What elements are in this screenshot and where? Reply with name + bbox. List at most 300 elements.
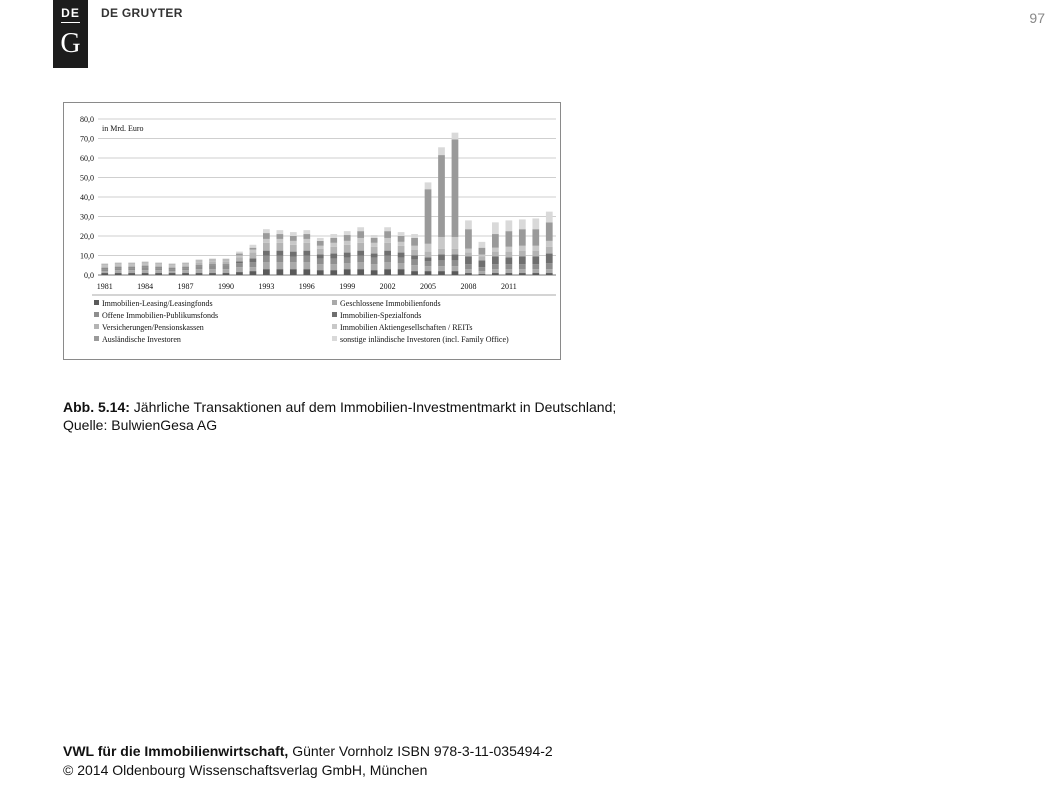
bar-segment <box>209 258 216 259</box>
caption-source: Quelle: BulwienGesa AG <box>63 417 218 433</box>
legend-label: Offene Immobilien-Publikumsfonds <box>102 311 219 320</box>
bar-segment <box>303 243 310 251</box>
bar-segment <box>546 273 553 275</box>
bar-segment <box>115 263 122 264</box>
bar-segment <box>250 267 257 271</box>
bar-segment <box>209 273 216 275</box>
bar-segment <box>344 235 351 241</box>
bar-segment <box>196 262 203 265</box>
bar-segment <box>344 231 351 235</box>
bar-segment <box>317 255 324 259</box>
bar-segment <box>452 237 459 249</box>
bar-segment <box>479 248 486 255</box>
bar-segment <box>532 256 539 264</box>
stacked-bar-chart <box>64 103 560 359</box>
y-tick-label: 70,0 <box>80 134 94 144</box>
bar-segment <box>505 252 512 258</box>
bar-segment <box>196 259 203 260</box>
bar-segment <box>303 269 310 275</box>
bar-segment <box>182 267 189 268</box>
bar-segment <box>371 247 378 254</box>
bar-segment <box>317 258 324 264</box>
bar-segment <box>479 267 486 271</box>
bar-segment <box>182 268 189 270</box>
bar-segment <box>223 264 230 265</box>
bar-segment <box>492 273 499 275</box>
bar-segment <box>398 232 405 236</box>
bar-segment <box>438 237 445 249</box>
bar-segment <box>128 270 135 273</box>
bar-segment <box>263 251 270 256</box>
bar-segment <box>142 267 149 270</box>
bar-segment <box>452 266 459 271</box>
bar-segment <box>492 222 499 234</box>
bar-segment <box>128 268 135 270</box>
bar-segment <box>115 267 122 268</box>
bar-segment <box>303 234 310 239</box>
bar-segment <box>142 273 149 275</box>
x-tick-label: 1981 <box>96 282 113 291</box>
bar-segment <box>425 244 432 252</box>
legend-swatch <box>94 300 99 305</box>
bar-segment <box>398 269 405 275</box>
bar-segment <box>182 262 189 263</box>
bar-segment <box>411 256 418 260</box>
bar-segment <box>250 258 257 262</box>
bar-segment <box>303 251 310 256</box>
bar-segment <box>505 220 512 231</box>
bar-segment <box>290 245 297 252</box>
bar-segment <box>492 248 499 252</box>
bar-segment <box>196 273 203 275</box>
bar-segment <box>546 254 553 264</box>
bar-segment <box>209 260 216 261</box>
bar-segment <box>452 139 459 237</box>
bar-segment <box>182 264 189 265</box>
bar-segment <box>276 239 283 243</box>
bar-segment <box>546 241 553 247</box>
bar-segment <box>290 236 297 241</box>
bar-segment <box>263 233 270 239</box>
bar-segment <box>263 256 270 263</box>
x-tick-label: 2008 <box>460 282 477 291</box>
bar-segment <box>411 259 418 265</box>
bar-segment <box>398 263 405 269</box>
bar-segment <box>236 263 243 267</box>
bar-segment <box>479 271 486 274</box>
bar-segment <box>438 255 445 261</box>
bar-segment <box>357 262 364 269</box>
bar-segment <box>519 264 526 269</box>
bar-segment <box>128 262 135 263</box>
bar-segment <box>101 268 108 269</box>
x-tick-label: 1990 <box>217 282 234 291</box>
bar-segment <box>532 229 539 246</box>
bar-segment <box>303 262 310 269</box>
bar-segment <box>479 260 486 267</box>
bar-segment <box>101 264 108 265</box>
bar-segment <box>465 220 472 229</box>
bar-segment <box>290 262 297 269</box>
bar-segment <box>465 273 472 275</box>
bar-segment <box>142 264 149 266</box>
legend-label: Immobilien-Spezialfonds <box>340 311 422 320</box>
bar-segment <box>344 263 351 269</box>
bar-segment <box>384 238 391 243</box>
bar-segment <box>492 234 499 248</box>
bar-segment <box>250 245 257 248</box>
bar-segment <box>479 242 486 248</box>
bar-segment <box>398 257 405 263</box>
bar-segment <box>182 263 189 264</box>
book-title: VWL für die Immobilienwirtschaft, <box>63 743 289 759</box>
bar-segment <box>115 268 122 270</box>
bar-segment <box>384 243 391 251</box>
bar-segment <box>371 257 378 264</box>
legend-label: sonstige inländische Investoren (incl. Family Office) <box>340 335 509 344</box>
bar-segment <box>465 269 472 273</box>
publisher-name: DE GRUYTER <box>101 6 183 20</box>
caption-text: Jährliche Transaktionen auf dem Immobilien-Investmentmarkt in Deutschland; <box>129 399 617 415</box>
legend-swatch <box>332 300 337 305</box>
bar-segment <box>209 261 216 264</box>
bar-segment <box>101 273 108 275</box>
bar-segment <box>101 265 108 266</box>
bar-segment <box>546 212 553 223</box>
bar-segment <box>330 243 337 247</box>
bar-segment <box>425 189 432 244</box>
bar-segment <box>546 222 553 241</box>
legend-label: Ausländische Investoren <box>102 335 181 344</box>
bar-segment <box>438 266 445 271</box>
bar-segment <box>519 219 526 229</box>
bar-segment <box>196 260 203 261</box>
legend-label: Geschlossene Immobilienfonds <box>340 299 441 308</box>
bar-segment <box>303 256 310 263</box>
bar-segment <box>290 232 297 236</box>
bar-segment <box>371 235 378 238</box>
legend-label: Immobilien Aktiengesellschaften / REITs <box>340 323 473 332</box>
bar-segment <box>330 238 337 243</box>
y-tick-label: 0,0 <box>84 271 94 280</box>
bar-segment <box>438 249 445 255</box>
bar-segment <box>411 234 418 238</box>
bar-segment <box>371 264 378 270</box>
bar-segment <box>263 229 270 233</box>
bar-segment <box>330 247 337 254</box>
book-authors: Günter Vornholz ISBN 978-3-11-035494-2 <box>288 743 553 759</box>
bar-segment <box>532 273 539 275</box>
bar-segment <box>357 269 364 275</box>
bar-segment <box>115 264 122 265</box>
bar-segment <box>452 260 459 266</box>
bar-segment <box>142 261 149 262</box>
bar-segment <box>425 261 432 266</box>
bar-segment <box>250 262 257 267</box>
bar-segment <box>492 269 499 273</box>
bar-segment <box>142 270 149 273</box>
bar-segment <box>398 253 405 258</box>
bar-segment <box>398 246 405 253</box>
publisher-logo <box>53 0 88 68</box>
unit-note: in Mrd. Euro <box>102 124 144 133</box>
book-copyright: © 2014 Oldenbourg Wissenschaftsverlag GmbH, München <box>63 762 428 778</box>
bar-segment <box>128 265 135 267</box>
bar-segment <box>276 230 283 234</box>
logo-divider <box>61 22 80 23</box>
bar-segment <box>223 273 230 275</box>
legend-swatch <box>332 336 337 341</box>
bar-segment <box>236 261 243 263</box>
chart-figure <box>63 102 561 360</box>
bar-segment <box>357 251 364 256</box>
bar-segment <box>182 270 189 273</box>
bar-segment <box>505 264 512 269</box>
bar-segment <box>196 269 203 273</box>
bar-segment <box>115 262 122 263</box>
bar-segment <box>250 250 257 253</box>
bar-segment <box>425 257 432 261</box>
bar-segment <box>115 273 122 275</box>
bar-segment <box>371 243 378 247</box>
bar-segment <box>425 271 432 275</box>
bar-segment <box>115 270 122 273</box>
bar-segment <box>438 271 445 275</box>
y-tick-label: 60,0 <box>80 154 94 163</box>
bar-segment <box>384 251 391 256</box>
bar-segment <box>411 238 418 246</box>
logo-de-text: DE <box>61 6 80 20</box>
bar-segment <box>263 243 270 251</box>
bar-segment <box>411 271 418 275</box>
bar-segment <box>155 270 162 273</box>
bar-segment <box>519 229 526 246</box>
bar-segment <box>344 241 351 245</box>
legend-swatch <box>332 324 337 329</box>
bar-segment <box>236 254 243 256</box>
legend-label: Versicherungen/Pensionskassen <box>102 323 204 332</box>
bar-segment <box>276 234 283 239</box>
bar-segment <box>317 241 324 246</box>
bar-segment <box>532 269 539 273</box>
bar-segment <box>223 260 230 261</box>
bar-segment <box>155 263 162 264</box>
legend-swatch <box>332 312 337 317</box>
x-tick-label: 2002 <box>379 282 396 291</box>
bar-segment <box>532 218 539 229</box>
bar-segment <box>290 269 297 275</box>
bar-segment <box>330 270 337 275</box>
bar-segment <box>465 253 472 257</box>
x-tick-label: 1987 <box>177 282 194 291</box>
bar-segment <box>330 254 337 259</box>
bar-segment <box>155 262 162 263</box>
bar-segment <box>236 252 243 254</box>
bar-segment <box>317 270 324 275</box>
bar-segment <box>128 273 135 275</box>
bar-segment <box>479 274 486 275</box>
bar-segment <box>290 256 297 262</box>
bar-segment <box>169 268 176 269</box>
bar-segment <box>155 267 162 268</box>
bar-segment <box>182 273 189 275</box>
bar-segment <box>317 249 324 255</box>
bar-segment <box>196 261 203 262</box>
bar-segment <box>209 259 216 260</box>
bar-segment <box>546 263 553 269</box>
figure-caption <box>63 398 616 434</box>
legend-swatch <box>94 324 99 329</box>
bar-segment <box>101 266 108 268</box>
bar-segment <box>505 231 512 247</box>
bar-segment <box>223 265 230 269</box>
bar-segment <box>142 266 149 267</box>
bar-segment <box>452 249 459 255</box>
bar-segment <box>425 252 432 258</box>
x-tick-label: 1996 <box>298 282 315 291</box>
bar-segment <box>128 267 135 268</box>
book-footer <box>63 742 553 780</box>
bar-segment <box>357 243 364 251</box>
bar-segment <box>169 264 176 265</box>
bar-segment <box>263 269 270 275</box>
logo-g-text: G <box>60 28 81 59</box>
bar-segment <box>465 229 472 249</box>
bar-segment <box>209 264 216 265</box>
bar-segment <box>250 253 257 259</box>
bar-segment <box>519 273 526 275</box>
bar-segment <box>290 241 297 245</box>
bar-segment <box>425 266 432 271</box>
bar-segment <box>384 256 391 263</box>
bar-segment <box>371 270 378 275</box>
bar-segment <box>317 238 324 241</box>
bar-segment <box>384 262 391 269</box>
bar-segment <box>317 246 324 249</box>
bar-segment <box>344 245 351 253</box>
bar-segment <box>128 264 135 265</box>
legend-swatch <box>94 336 99 341</box>
bar-segment <box>196 266 203 269</box>
bar-segment <box>250 248 257 250</box>
bar-segment <box>142 262 149 263</box>
y-tick-label: 80,0 <box>80 115 94 124</box>
bar-segment <box>479 255 486 257</box>
bar-segment <box>519 256 526 264</box>
bar-segment <box>357 256 364 263</box>
bar-segment <box>357 231 364 238</box>
bar-segment <box>196 265 203 266</box>
bar-segment <box>330 264 337 270</box>
bar-segment <box>344 269 351 275</box>
bar-segment <box>505 257 512 264</box>
bar-segment <box>438 147 445 155</box>
bar-segment <box>452 133 459 140</box>
bar-segment <box>169 273 176 275</box>
bar-segment <box>250 271 257 275</box>
bar-segment <box>532 246 539 251</box>
bar-segment <box>452 271 459 275</box>
x-tick-label: 1993 <box>258 282 275 291</box>
bar-segment <box>492 256 499 264</box>
bar-segment <box>223 269 230 273</box>
bar-segment <box>519 251 526 257</box>
bar-segment <box>465 256 472 264</box>
caption-label: Abb. 5.14: <box>63 399 130 415</box>
bar-segment <box>276 243 283 251</box>
bar-segment <box>236 256 243 258</box>
bar-segment <box>411 250 418 256</box>
bar-segment <box>263 239 270 243</box>
y-tick-label: 30,0 <box>80 212 94 222</box>
bar-segment <box>411 246 418 250</box>
bar-segment <box>101 271 108 273</box>
bar-segment <box>101 263 108 264</box>
bar-segment <box>344 257 351 263</box>
bar-segment <box>155 273 162 275</box>
bar-segment <box>263 262 270 269</box>
y-tick-label: 20,0 <box>80 232 94 241</box>
bar-segment <box>236 257 243 261</box>
y-tick-label: 40,0 <box>80 193 94 202</box>
bar-segment <box>223 259 230 260</box>
y-tick-label: 50,0 <box>80 173 94 183</box>
bar-segment <box>115 265 122 267</box>
bar-segment <box>330 258 337 264</box>
bar-segment <box>546 247 553 254</box>
bar-segment <box>479 256 486 260</box>
bar-segment <box>169 271 176 273</box>
bar-segment <box>169 269 176 271</box>
page-number: 97 <box>1029 10 1045 26</box>
bar-segment <box>303 239 310 243</box>
legend-label: Immobilien-Leasing/Leasingfonds <box>102 299 213 308</box>
bar-segment <box>384 269 391 275</box>
bar-segment <box>223 261 230 264</box>
bar-segment <box>384 227 391 231</box>
bar-segment <box>236 272 243 275</box>
bar-segment <box>236 267 243 272</box>
bar-segment <box>371 254 378 258</box>
bar-segment <box>330 234 337 238</box>
bar-segment <box>452 255 459 261</box>
bar-segment <box>398 236 405 242</box>
bar-segment <box>276 251 283 256</box>
bar-segment <box>128 263 135 264</box>
bar-segment <box>155 265 162 267</box>
bar-segment <box>209 269 216 273</box>
bar-segment <box>142 263 149 264</box>
bar-segment <box>492 264 499 269</box>
bar-segment <box>411 265 418 271</box>
x-tick-label: 2005 <box>420 282 437 291</box>
x-tick-label: 1999 <box>339 282 356 291</box>
bar-segment <box>505 269 512 273</box>
bar-segment <box>357 227 364 231</box>
bar-segment <box>384 231 391 238</box>
x-tick-label: 1984 <box>137 282 154 291</box>
bar-segment <box>519 269 526 273</box>
bar-segment <box>101 269 108 271</box>
bar-segment <box>276 269 283 275</box>
bar-segment <box>290 252 297 257</box>
bar-segment <box>276 262 283 269</box>
bar-segment <box>169 266 176 268</box>
bar-segment <box>371 238 378 243</box>
x-tick-label: 2011 <box>500 282 517 291</box>
legend-swatch <box>94 312 99 317</box>
bar-segment <box>465 249 472 253</box>
